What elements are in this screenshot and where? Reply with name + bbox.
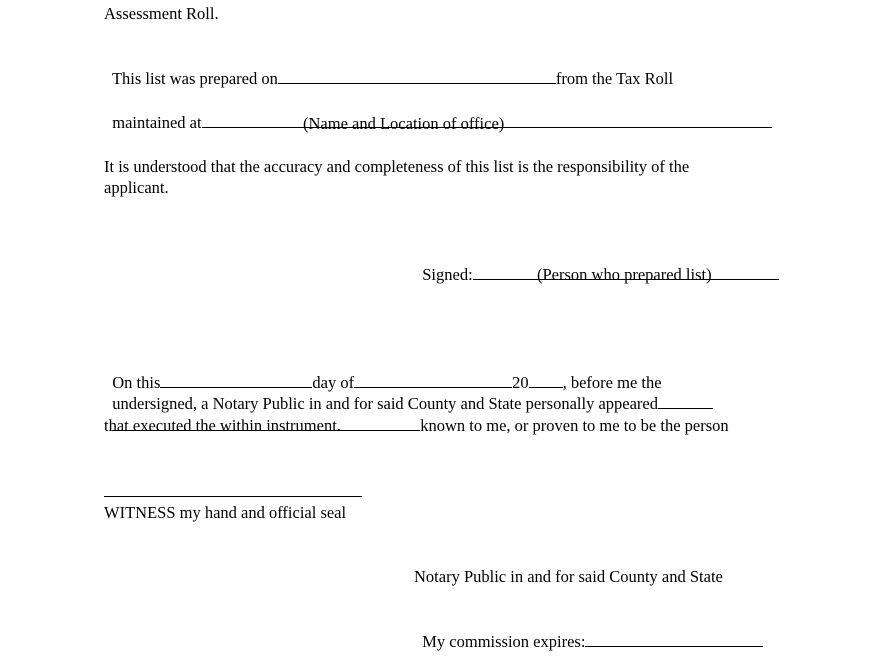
day-of-label: day of bbox=[312, 373, 355, 392]
witness-label: WITNESS my hand and official seal bbox=[104, 503, 347, 522]
on-this-label: On this bbox=[112, 373, 161, 392]
prepared-line bbox=[104, 48, 673, 89]
commission-label: My commission expires: bbox=[422, 632, 586, 651]
signed-caption: (Person who prepared list) bbox=[537, 265, 712, 284]
notary-line-4: that executed the within instrument. bbox=[104, 416, 341, 435]
commission-line bbox=[414, 611, 763, 652]
understood-line-1: It is understood that the accuracy and completeness of this list is the responsibility of the bbox=[104, 157, 690, 176]
appeared-label: undersigned, a Notary Public in and for said County and State personally appeared bbox=[112, 394, 658, 413]
commission-date-field[interactable] bbox=[585, 631, 763, 647]
signed-label: Signed: bbox=[422, 265, 473, 284]
known-to-me-label: known to me, or proven to me to be the person bbox=[420, 416, 729, 435]
office-caption: (Name and Location of office) bbox=[303, 114, 505, 133]
prepared-date-field[interactable] bbox=[278, 68, 556, 84]
witness-signature-field[interactable] bbox=[104, 496, 362, 497]
prepared-after-label: from the Tax Roll bbox=[555, 69, 674, 88]
prepared-label: This list was prepared on bbox=[111, 69, 278, 88]
year-prefix: 20 bbox=[512, 373, 529, 392]
before-me-label: , before me the bbox=[562, 373, 662, 392]
understood-line-2: applicant. bbox=[104, 178, 169, 197]
maintained-label: maintained at bbox=[112, 113, 202, 132]
intro-fragment: Assessment Roll. bbox=[104, 4, 219, 23]
notary-public-label: Notary Public in and for said County and State bbox=[414, 567, 723, 586]
